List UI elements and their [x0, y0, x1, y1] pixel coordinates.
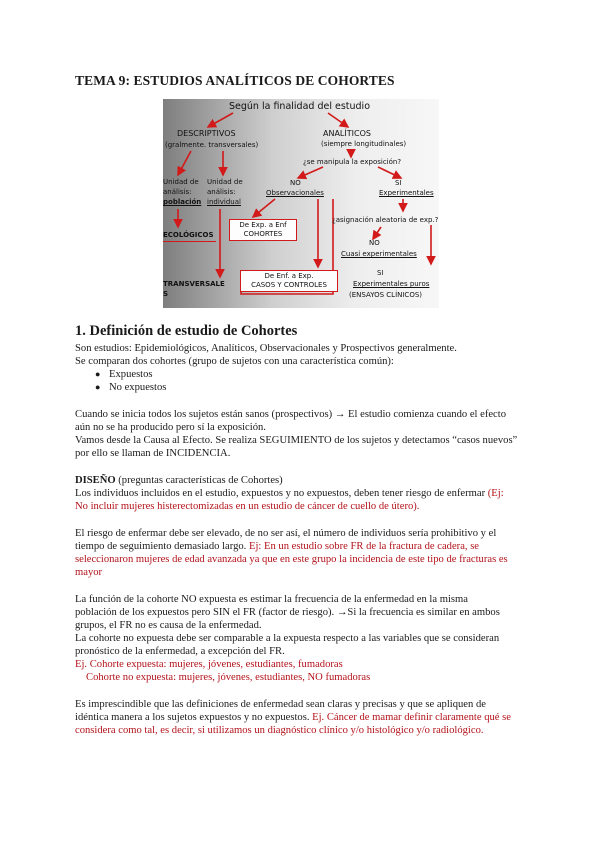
list-item: ● No expuestos — [95, 382, 167, 393]
node-experimentales: Experimentales — [379, 189, 434, 197]
node-poblacion-2: análisis: — [163, 188, 192, 196]
example-line: seleccionaron mujeres de edad avanzada ya que en este grupo la incidencia de este tipo de fracturas es — [75, 554, 508, 565]
paragraph-line: Son estudios: Epidemiológicos, Analíticos, Observacionales y Prospectivos generalmente. — [75, 343, 457, 354]
node-casos-box — [240, 270, 338, 292]
paragraph-line: Cuando se inicia todos los sujetos están sanos (prospectivos) → El estudio comienza cuando el efecto — [75, 409, 507, 420]
example-line: considera como tal, es decir, si utilizamos un diagnóstico clínico y/o histológico y/o radiológico. — [75, 725, 484, 736]
paragraph-line: población de los expuestos pero SIN el FR (factor de riesgo). →Si la frecuencia es similar en ambos — [75, 607, 500, 618]
paragraph-line: tiempo de seguimiento demasiado largo. Ej: En un estudio sobre FR de la fractura de cadera, se — [75, 541, 480, 552]
paragraph-line: Se comparan dos cohortes (grupo de sujetos con una característica común): — [75, 356, 394, 367]
section-heading: 1. Definición de estudio de Cohortes — [75, 323, 298, 339]
node-transversales-2: S — [163, 290, 169, 298]
example-line: Cohorte no expuesta: mujeres, jóvenes, estudiantes, NO fumadoras — [86, 672, 371, 683]
diagram-root: Según la finalidad del estudio — [229, 101, 371, 112]
list-item: ● Expuestos — [95, 369, 153, 380]
node-descriptivos-sub: (gralmente. transversales) — [165, 141, 259, 149]
example-line: mayor — [75, 567, 103, 578]
node-ensayos: (ENSAYOS CLÍNICOS) — [349, 291, 423, 299]
node-analiticos: ANALÍTICOS — [323, 129, 371, 138]
paragraph-line: idéntica manera a los sujetos expuestos y no expuestos. Ej. Cáncer de mamar definir claramente qué se — [75, 712, 511, 723]
paragraph-line: grupos, el FR no es causa de la enfermedad. — [75, 620, 262, 631]
node-individual-1: Unidad de — [207, 178, 243, 186]
node-no2: NO — [369, 239, 380, 247]
node-exp-enf: De Exp. a Enf — [239, 221, 287, 229]
arrow-obs-cohortes — [253, 199, 275, 217]
bullet-icon: ● — [95, 369, 101, 379]
example-line: No incluir mujeres histerectomizadas en un estudio de cáncer de cuello de útero). — [75, 501, 420, 512]
node-si: SI — [395, 179, 402, 187]
node-manipula: ¿se manipula la exposición? — [303, 158, 402, 166]
page-title: TEMA 9: ESTUDIOS ANALÍTICOS DE COHORTES — [75, 73, 395, 88]
paragraph-line: El riesgo de enfermar debe ser elevado, de no ser así, el número de individuos sería prohibitivo y el — [75, 528, 497, 539]
study-classification-diagram — [163, 99, 439, 308]
node-individual-2: análisis: — [207, 188, 236, 196]
example-line: Ej. Cohorte expuesta: mujeres, jóvenes, estudiantes, fumadoras — [75, 659, 343, 670]
node-ecologicos: ECOLÓGICOS — [163, 231, 216, 242]
paragraph-line: Vamos desde la Causa al Efecto. Se realiza SEGUIMIENTO de los sujetos y detectamos “casos nuevos” — [75, 435, 518, 446]
paragraph-line: La cohorte no expuesta debe ser comparable a la expuesta respecto a las variables que se consideran — [75, 633, 500, 644]
node-cohortes-box — [229, 219, 297, 241]
arrow-root-analiticos — [328, 113, 348, 127]
node-no: NO — [290, 179, 301, 187]
paragraph-line: pronóstico de la enfermedad, a excepción del FR. — [75, 646, 285, 657]
arrow-manipula-si — [378, 167, 401, 178]
node-asignacion: ¿asignación aleatoria de exp.? — [332, 216, 439, 224]
node-casos-controles: CASOS Y CONTROLES — [251, 281, 327, 289]
node-descriptivos: DESCRIPTIVOS — [177, 129, 236, 138]
arrow-asig-no — [373, 227, 381, 239]
arrow-manipula-no — [298, 167, 323, 178]
node-puros: Experimentales puros — [353, 280, 430, 288]
node-cuasi: Cuasi experimentales — [341, 250, 417, 258]
node-enf-exp: De Enf. a Exp. — [264, 272, 314, 280]
paragraph-line: aún no se ha producido pero sí la exposición. — [75, 422, 266, 433]
paragraph-line: por ello se llaman de INCIDENCIA. — [75, 448, 231, 459]
paragraph-line: Los individuos incluidos en el estudio, expuestos y no expuestos, deben tener riesgo de enfermar (Ej: — [75, 488, 504, 499]
node-poblacion-3: población — [163, 198, 202, 206]
node-transversales-1: TRANSVERSALE — [163, 280, 225, 288]
paragraph-line: Es imprescindible que las definiciones de enfermedad sean claras y precisas y que se apliquen de — [75, 699, 486, 710]
bullet-icon: ● — [95, 382, 101, 392]
node-observacionales: Observacionales — [266, 189, 324, 197]
node-cohortes: COHORTES — [243, 230, 283, 238]
arrow-root-descriptivos — [208, 113, 233, 127]
node-poblacion-1: Unidad de — [163, 178, 199, 186]
paragraph-line: La función de la cohorte NO expuesta es estimar la frecuencia de la enfermedad en la misma — [75, 594, 468, 605]
node-analiticos-sub: (siempre longitudinales) — [321, 140, 407, 148]
diseno-heading: DISEÑO (preguntas características de Cohortes) — [75, 475, 283, 486]
node-si2: SI — [377, 269, 384, 277]
node-individual-3: individual — [207, 198, 241, 206]
arrow-desc-poblacion — [178, 151, 191, 175]
